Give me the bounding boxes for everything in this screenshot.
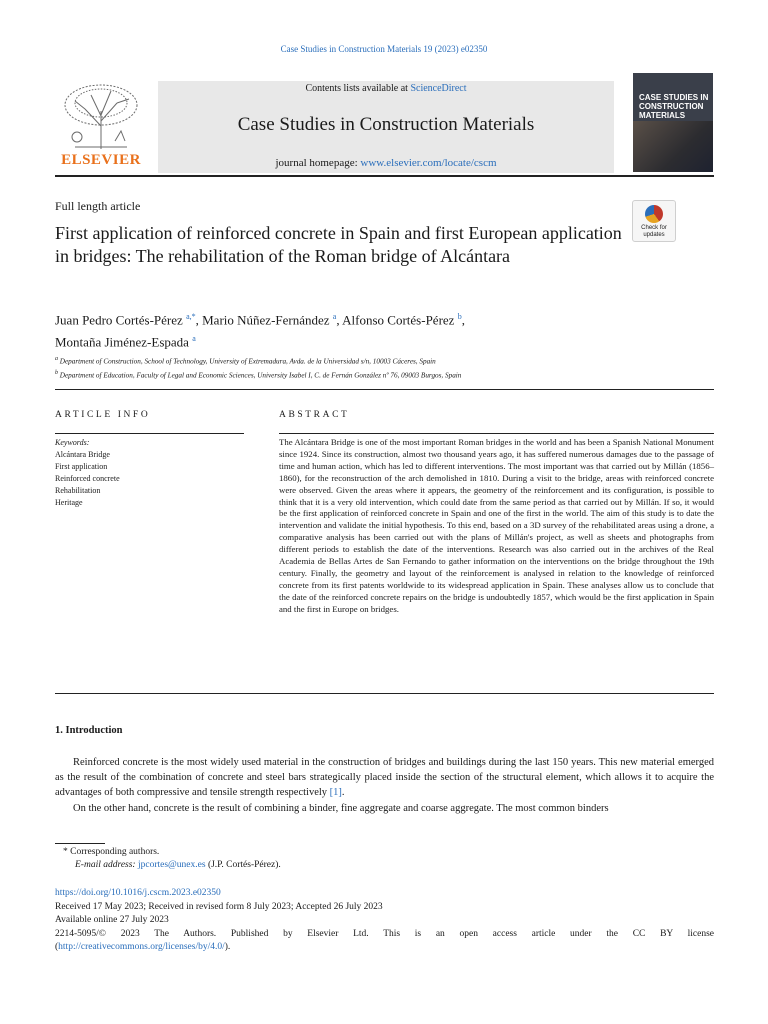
journal-cover-image	[633, 73, 713, 172]
journal-citation-link[interactable]: Case Studies in Construction Materials 19 (2023) e02350	[280, 44, 488, 54]
received-dates: Received 17 May 2023; Received in revised form 8 July 2023; Accepted 26 July 2023	[55, 901, 383, 912]
paragraph: On the other hand, concrete is the result of combining a binder, fine aggregate and coarse aggregate. The most common binders	[73, 802, 609, 814]
license-link[interactable]: http://creativecommons.org/licenses/by/4.0/	[58, 942, 225, 952]
paragraph-text: Reinforced concrete is the most widely used material in the construction of bridges and buildings during the last 150 years. This new material emerged as the result of the combination of concrete and steel bars strategically placed inside the section of the structural element, which allows it to acquire the advantages of both compressive and tensile strength respectively	[55, 757, 714, 799]
affiliation-mark: a	[55, 356, 58, 362]
cover-title: CASE STUDIES IN CONSTRUCTION MATERIALS	[639, 93, 709, 120]
check-for-updates-label: Check for updates	[641, 225, 667, 238]
homepage-line	[158, 157, 614, 169]
divider	[279, 433, 714, 434]
author-separator: ,	[336, 312, 343, 328]
paragraph	[55, 755, 714, 801]
email-link[interactable]: jpcortes@unex.es	[137, 860, 206, 870]
footnotes	[55, 846, 714, 872]
license-statement: 2214-5095/© 2023 The Authors. Published by Elsevier Ltd. This is an open access article under the CC BY license	[55, 928, 714, 939]
email-note	[55, 859, 714, 872]
article-info-heading: ARTICLE INFO	[55, 410, 151, 420]
author-affiliation-mark[interactable]: b	[457, 312, 462, 321]
affiliation-item	[55, 367, 695, 381]
article-title: First application of reinforced concrete in Spain and first European application in bridges: The rehabilitation of the Roman bridge of Alcántara	[55, 223, 622, 266]
keyword-item: Alcántara Bridge	[55, 449, 110, 459]
affiliation-mark: b	[55, 370, 58, 377]
author-affiliation-mark[interactable]: a	[192, 334, 196, 344]
license-url-line	[55, 941, 714, 955]
author-name[interactable]: Juan Pedro Cortés-Pérez	[55, 312, 183, 328]
author-name[interactable]: Alfonso Cortés-Pérez	[342, 312, 455, 328]
journal-info-box	[158, 81, 614, 173]
check-for-updates-button[interactable]	[632, 200, 676, 242]
journal-name: Case Studies in Construction Materials	[237, 114, 535, 135]
keyword-item: Reinforced concrete	[55, 473, 120, 483]
email-label: E-mail address:	[75, 860, 138, 870]
sciencedirect-link[interactable]: ScienceDirect	[410, 83, 467, 94]
section-heading: 1. Introduction	[55, 725, 123, 736]
affiliation-text: Department of Education, Faculty of Legal and Economic Sciences, University Isabel I, C. de Fernán González nº 76, 09003 Burgos, Spain	[59, 371, 462, 380]
author-separator: ,	[461, 312, 465, 328]
divider	[55, 693, 714, 694]
keywords-label: Keywords:	[55, 438, 90, 447]
author-affiliation-mark[interactable]: a	[332, 312, 337, 321]
available-online: Available online 27 July 2023	[55, 915, 169, 925]
contents-prefix: Contents lists available at	[305, 83, 411, 94]
author-separator: ,	[195, 312, 203, 328]
article-metadata	[55, 887, 714, 955]
reference-link[interactable]: [1]	[329, 787, 342, 799]
keywords-block	[55, 437, 244, 508]
elsevier-tree-icon	[55, 81, 147, 151]
email-suffix: (J.P. Cortés-Pérez).	[205, 860, 281, 870]
license-close-paren: ).	[224, 942, 231, 952]
cover-art	[633, 121, 713, 172]
elsevier-logo	[55, 81, 147, 171]
divider	[55, 389, 714, 390]
author-affiliation-mark[interactable]: a,*	[186, 312, 196, 321]
doi-link[interactable]: https://doi.org/10.1016/j.cscm.2023.e02350	[55, 888, 221, 898]
affiliations	[55, 353, 695, 382]
affiliation-item	[55, 353, 695, 367]
journal-homepage-link[interactable]: www.elsevier.com/locate/cscm	[360, 157, 497, 169]
abstract-text: The Alcántara Bridge is one of the most important Roman bridges in the world and has been a Spanish National Monument since 1924. Since its construction, almost two thousand years ago, it has suffered numerous damages due to the passage of time and human action, which has led to different interventions. The most important was that carried out by Millán (1856–1860), for the reconstruction of the arch demolished in 1810. During a visit to the bridge, areas with reinforced concrete were observed. Given the areas where it appears, the geometry of the reinforcement and its configuration, is possible to think that it is a very old intervention, which could date from the same period as that carried out by Millán. If so, it would be the first application of reinforced concrete in Spain and one of the first in the world. The aim of this study is to date the intervention and validate the initial hypothesis. To this end, based on a 3D survey of the rehabilitated areas using a drone, a comparative analysis has been carried out with the plans of Millán's project, as well as sheets and photographs from different periods to establish the date of the interventions. Research was also carried out in the archives of the Real Academia de Bellas Artes de San Fernando to gather information on the interventions on the bridge throughout the 19th century. Finally, the geometry and layout of the reinforcement is analysed in relation to the knowledge of reinforced concrete from its first patents worldwide to its widespread application in Spain. These analyses allow us to conclude that the date of the reinforced concrete repairs on the bridge is undoubtedly 1857, which would be the first application in Spain and the first in Europe on bridges.	[279, 437, 714, 614]
introduction-body	[55, 755, 714, 816]
journal-masthead	[55, 73, 714, 177]
keyword-item: Rehabilitation	[55, 485, 101, 495]
footnote-divider	[55, 843, 105, 844]
author-list	[55, 307, 675, 352]
article-type: Full length article	[55, 199, 141, 213]
abstract-heading: ABSTRACT	[279, 410, 350, 420]
contents-line	[158, 83, 614, 94]
keyword-item: Heritage	[55, 497, 83, 507]
corresponding-author-note: * Corresponding authors.	[63, 847, 160, 857]
divider	[55, 433, 244, 434]
paragraph-text: .	[341, 787, 345, 799]
crossmark-icon	[645, 205, 663, 223]
keyword-item: First application	[55, 461, 108, 471]
author-name[interactable]: Montaña Jiménez-Espada	[55, 334, 189, 350]
license-open-paren: (	[55, 942, 59, 952]
affiliation-text: Department of Construction, School of Technology, University of Extremadura, Avda. de la Universidad s/n, 10003 Cáceres, Spain	[59, 357, 436, 366]
author-name[interactable]: Mario Núñez-Fernández	[202, 312, 330, 328]
homepage-prefix: journal homepage:	[275, 157, 361, 169]
elsevier-wordmark: ELSEVIER	[61, 152, 141, 168]
